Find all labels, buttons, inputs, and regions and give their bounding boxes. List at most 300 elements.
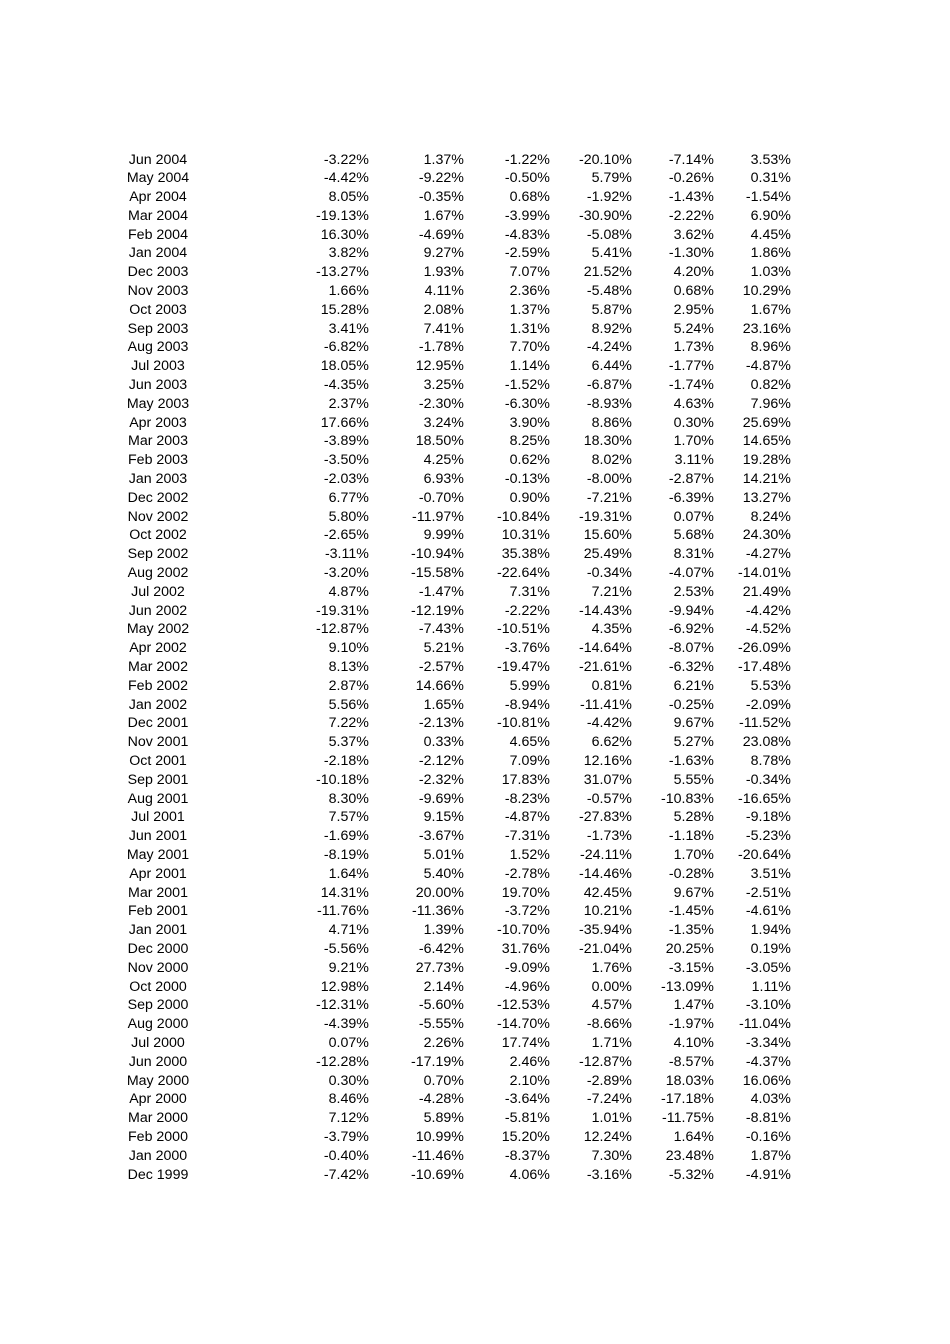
table-row bbox=[0, 169, 791, 188]
value-cell-col-4: 18.30% bbox=[583, 433, 632, 450]
value-cell-col-1: 9.21% bbox=[328, 959, 369, 976]
value-cell-col-3: -2.59% bbox=[504, 245, 550, 262]
value-cell-col-1: 12.98% bbox=[320, 978, 369, 995]
value-cell-col-4: -0.34% bbox=[586, 565, 632, 582]
value-cell-col-3: -19.47% bbox=[497, 659, 550, 676]
value-cell-col-3: 17.74% bbox=[501, 1034, 550, 1051]
row-date: Aug 2000 bbox=[127, 1016, 189, 1033]
value-cell-col-4: 31.07% bbox=[583, 771, 632, 788]
value-cell-col-5: -1.35% bbox=[668, 922, 714, 939]
value-cell-col-2: -2.13% bbox=[418, 715, 464, 732]
table-row bbox=[0, 714, 791, 733]
value-cell-col-1: 5.37% bbox=[328, 734, 369, 751]
value-cell-col-3: -2.22% bbox=[504, 602, 550, 619]
value-cell-col-6: -4.91% bbox=[745, 1166, 791, 1183]
value-cell-col-6: -14.01% bbox=[738, 565, 791, 582]
value-cell-col-3: 0.68% bbox=[509, 189, 550, 206]
value-cell-col-1: -3.89% bbox=[323, 433, 369, 450]
value-cell-col-6: 3.51% bbox=[750, 865, 791, 882]
value-cell-col-6: 1.11% bbox=[751, 978, 791, 995]
value-cell-col-1: 9.10% bbox=[328, 640, 369, 657]
value-cell-col-5: -1.63% bbox=[668, 753, 714, 769]
value-cell-col-4: 6.44% bbox=[591, 358, 632, 375]
value-cell-col-3: 5.99% bbox=[509, 677, 550, 694]
returns-table-body bbox=[0, 151, 791, 1185]
value-cell-col-3: -10.70% bbox=[497, 922, 550, 939]
value-cell-col-3: -3.99% bbox=[504, 207, 550, 224]
value-cell-col-1: -6.82% bbox=[323, 339, 369, 356]
value-cell-col-5: 3.62% bbox=[673, 226, 714, 243]
value-cell-col-4: 1.71% bbox=[591, 1034, 632, 1051]
value-cell-col-5: -1.74% bbox=[668, 377, 714, 394]
value-cell-col-3: -4.83% bbox=[504, 226, 550, 243]
value-cell-col-3: -2.78% bbox=[504, 865, 550, 882]
table-row bbox=[0, 244, 791, 263]
row-date: Apr 2001 bbox=[129, 865, 187, 882]
value-cell-col-1: -2.65% bbox=[323, 527, 369, 544]
value-cell-col-6: 1.87% bbox=[750, 1147, 791, 1164]
value-cell-col-4: -21.61% bbox=[579, 659, 632, 676]
value-cell-col-3: -8.23% bbox=[504, 790, 550, 807]
value-cell-col-2: -3.67% bbox=[418, 828, 464, 845]
value-cell-col-5: 20.25% bbox=[665, 940, 714, 957]
value-cell-col-5: 4.20% bbox=[673, 264, 714, 281]
table-row bbox=[0, 545, 791, 564]
value-cell-col-3: -8.94% bbox=[504, 696, 550, 713]
row-date: Dec 2002 bbox=[127, 489, 189, 506]
value-cell-col-4: -8.00% bbox=[586, 471, 632, 488]
value-cell-col-3: -10.84% bbox=[497, 508, 550, 525]
table-row bbox=[0, 1072, 791, 1091]
value-cell-col-4: -8.93% bbox=[586, 395, 632, 412]
value-cell-col-1: -1.69% bbox=[323, 828, 369, 845]
value-cell-col-5: 0.07% bbox=[673, 508, 714, 525]
value-cell-col-6: 3.53% bbox=[750, 151, 791, 168]
value-cell-col-5: 23.48% bbox=[665, 1147, 714, 1164]
value-cell-col-3: 0.90% bbox=[509, 489, 550, 506]
value-cell-col-5: -1.45% bbox=[668, 903, 714, 920]
row-date: Mar 2001 bbox=[128, 884, 188, 901]
value-cell-col-5: -17.18% bbox=[661, 1091, 714, 1108]
value-cell-col-4: 5.87% bbox=[591, 301, 632, 318]
value-cell-col-3: -5.81% bbox=[504, 1110, 550, 1127]
value-cell-col-1: -3.50% bbox=[323, 452, 369, 469]
value-cell-col-1: -8.19% bbox=[323, 846, 369, 863]
value-cell-col-1: 6.77% bbox=[328, 489, 369, 506]
value-cell-col-5: -0.26% bbox=[668, 170, 714, 187]
value-cell-col-2: -11.46% bbox=[412, 1147, 464, 1164]
value-cell-col-4: -35.94% bbox=[579, 922, 632, 939]
row-date: May 2004 bbox=[126, 170, 190, 187]
value-cell-col-6: -3.34% bbox=[745, 1034, 791, 1051]
table-row bbox=[0, 526, 791, 545]
value-cell-col-2: 0.33% bbox=[423, 734, 464, 751]
value-cell-col-2: 18.50% bbox=[415, 433, 464, 450]
value-cell-col-6: 21.49% bbox=[742, 583, 791, 600]
table-row bbox=[0, 1090, 791, 1109]
row-date: Apr 2000 bbox=[129, 1091, 187, 1108]
value-cell-col-1: -3.22% bbox=[323, 151, 369, 168]
row-date: Mar 2004 bbox=[128, 207, 188, 224]
row-date: Mar 2000 bbox=[128, 1110, 188, 1127]
row-date: Sep 2002 bbox=[127, 546, 189, 563]
row-date: Feb 2003 bbox=[128, 452, 188, 469]
value-cell-col-4: 10.21% bbox=[583, 903, 632, 920]
value-cell-col-6: -4.42% bbox=[745, 602, 791, 619]
value-cell-col-1: 8.30% bbox=[328, 790, 369, 807]
value-cell-col-5: 6.21% bbox=[673, 677, 714, 694]
value-cell-col-3: -4.96% bbox=[504, 978, 550, 995]
row-date: Mar 2002 bbox=[128, 659, 188, 676]
table-row bbox=[0, 677, 791, 696]
value-cell-col-6: -20.64% bbox=[738, 846, 791, 863]
value-cell-col-1: -13.27% bbox=[316, 264, 369, 281]
value-cell-col-5: 0.30% bbox=[673, 414, 714, 431]
value-cell-col-6: 16.06% bbox=[742, 1072, 791, 1089]
value-cell-col-3: 15.20% bbox=[501, 1128, 550, 1145]
value-cell-col-4: -24.11% bbox=[580, 846, 632, 863]
value-cell-col-6: -4.87% bbox=[745, 358, 791, 375]
value-cell-col-6: -4.37% bbox=[745, 1053, 791, 1070]
value-cell-col-5: -3.15% bbox=[668, 959, 714, 976]
value-cell-col-6: -17.48% bbox=[738, 659, 791, 676]
value-cell-col-5: -13.09% bbox=[661, 978, 714, 995]
value-cell-col-2: 0.70% bbox=[423, 1072, 464, 1089]
value-cell-col-5: 5.24% bbox=[673, 320, 714, 337]
value-cell-col-2: -5.55% bbox=[418, 1016, 464, 1033]
value-cell-col-4: 6.62% bbox=[591, 734, 632, 751]
table-row bbox=[0, 508, 791, 527]
value-cell-col-1: 4.71% bbox=[328, 922, 369, 939]
value-cell-col-5: 1.47% bbox=[673, 997, 714, 1014]
value-cell-col-1: -3.79% bbox=[323, 1128, 369, 1145]
table-row bbox=[0, 432, 791, 451]
value-cell-col-4: 5.79% bbox=[591, 170, 632, 187]
value-cell-col-5: 9.67% bbox=[673, 884, 714, 901]
table-row bbox=[0, 188, 791, 207]
value-cell-col-1: -12.28% bbox=[316, 1053, 369, 1070]
value-cell-col-6: -4.52% bbox=[745, 621, 791, 638]
value-cell-col-2: 4.25% bbox=[423, 452, 464, 469]
value-cell-col-6: -11.04% bbox=[739, 1016, 791, 1033]
value-cell-col-5: 1.70% bbox=[673, 433, 714, 450]
value-cell-col-3: -9.09% bbox=[504, 959, 550, 976]
value-cell-col-6: 14.21% bbox=[742, 471, 791, 488]
value-cell-col-3: 2.36% bbox=[509, 283, 550, 300]
value-cell-col-5: -0.28% bbox=[668, 865, 714, 882]
row-date: Jun 2002 bbox=[128, 602, 188, 619]
row-date: Dec 1999 bbox=[127, 1166, 189, 1183]
table-row bbox=[0, 338, 791, 357]
value-cell-col-3: 0.62% bbox=[509, 452, 550, 469]
value-cell-col-3: -12.53% bbox=[497, 997, 550, 1014]
value-cell-col-5: -1.77% bbox=[668, 358, 714, 375]
row-date: Jun 2004 bbox=[128, 151, 188, 168]
value-cell-col-1: 2.87% bbox=[328, 677, 369, 694]
value-cell-col-4: -6.87% bbox=[586, 377, 632, 394]
value-cell-col-2: -0.35% bbox=[418, 189, 464, 206]
value-cell-col-1: 0.30% bbox=[328, 1072, 369, 1089]
value-cell-col-6: 7.96% bbox=[750, 395, 791, 412]
value-cell-col-3: 19.70% bbox=[501, 884, 550, 901]
row-date: Sep 2003 bbox=[127, 320, 189, 337]
value-cell-col-2: 1.37% bbox=[423, 151, 464, 168]
value-cell-col-6: 1.86% bbox=[750, 245, 791, 262]
value-cell-col-5: 1.70% bbox=[673, 846, 714, 863]
value-cell-col-2: 5.21% bbox=[423, 640, 464, 657]
table-row bbox=[0, 771, 791, 790]
value-cell-col-5: -1.18% bbox=[668, 828, 714, 845]
value-cell-col-2: 5.40% bbox=[423, 865, 464, 882]
value-cell-col-4: -12.87% bbox=[579, 1053, 632, 1070]
table-row bbox=[0, 395, 791, 414]
table-row bbox=[0, 1034, 791, 1053]
value-cell-col-2: 7.41% bbox=[423, 320, 464, 337]
row-date: Nov 2003 bbox=[127, 283, 189, 300]
value-cell-col-6: -4.27% bbox=[745, 546, 791, 563]
value-cell-col-5: 2.95% bbox=[673, 301, 714, 318]
value-cell-col-2: -6.42% bbox=[418, 940, 464, 957]
row-date: May 2000 bbox=[126, 1072, 190, 1089]
table-row bbox=[0, 207, 791, 226]
value-cell-col-2: -9.69% bbox=[418, 790, 464, 807]
value-cell-col-5: -9.94% bbox=[668, 602, 714, 619]
value-cell-col-4: -5.08% bbox=[586, 226, 632, 243]
value-cell-col-1: 16.30% bbox=[320, 226, 369, 243]
value-cell-col-2: 2.08% bbox=[423, 301, 464, 318]
value-cell-col-3: 7.70% bbox=[509, 339, 550, 356]
value-cell-col-1: 5.80% bbox=[328, 508, 369, 525]
value-cell-col-2: -4.28% bbox=[418, 1091, 464, 1108]
value-cell-col-1: 14.31% bbox=[320, 884, 369, 901]
value-cell-col-2: 1.67% bbox=[423, 207, 464, 224]
value-cell-col-4: 4.35% bbox=[591, 621, 632, 638]
value-cell-col-6: 8.24% bbox=[750, 508, 791, 525]
row-date: Oct 2003 bbox=[129, 301, 187, 318]
value-cell-col-1: 3.82% bbox=[328, 245, 369, 262]
value-cell-col-4: 21.52% bbox=[583, 264, 632, 281]
value-cell-col-3: -14.70% bbox=[497, 1016, 550, 1033]
value-cell-col-4: -14.43% bbox=[579, 602, 632, 619]
value-cell-col-5: -1.43% bbox=[668, 189, 714, 206]
value-cell-col-6: -2.09% bbox=[745, 696, 791, 713]
table-row bbox=[0, 301, 791, 320]
row-date: Aug 2001 bbox=[127, 790, 189, 807]
value-cell-col-6: 0.82% bbox=[750, 377, 791, 394]
table-row bbox=[0, 583, 791, 602]
value-cell-col-1: 18.05% bbox=[320, 358, 369, 375]
row-date: Jul 2003 bbox=[131, 358, 185, 375]
value-cell-col-6: 4.03% bbox=[750, 1091, 791, 1108]
value-cell-col-1: 2.37% bbox=[328, 395, 369, 412]
value-cell-col-2: 3.25% bbox=[423, 377, 464, 394]
value-cell-col-6: -0.16% bbox=[745, 1128, 791, 1145]
value-cell-col-6: 1.03% bbox=[750, 264, 791, 281]
row-date: Jul 2000 bbox=[131, 1034, 185, 1051]
value-cell-col-3: 1.31% bbox=[509, 320, 550, 337]
value-cell-col-6: 0.31% bbox=[750, 170, 791, 187]
table-row bbox=[0, 808, 791, 827]
row-date: Jun 2001 bbox=[128, 828, 188, 845]
value-cell-col-3: 7.09% bbox=[509, 753, 550, 769]
value-cell-col-2: 1.65% bbox=[423, 696, 464, 713]
value-cell-col-5: 4.10% bbox=[673, 1034, 714, 1051]
value-cell-col-3: 1.52% bbox=[509, 846, 550, 863]
value-cell-col-4: -1.73% bbox=[586, 828, 632, 845]
value-cell-col-4: -7.21% bbox=[586, 489, 632, 506]
table-row bbox=[0, 639, 791, 658]
value-cell-col-2: -11.36% bbox=[412, 903, 464, 920]
value-cell-col-4: -27.83% bbox=[579, 809, 632, 826]
value-cell-col-4: -2.89% bbox=[586, 1072, 632, 1089]
value-cell-col-4: 42.45% bbox=[583, 884, 632, 901]
value-cell-col-4: -0.57% bbox=[586, 790, 632, 807]
table-row bbox=[0, 827, 791, 846]
value-cell-col-2: -2.12% bbox=[418, 753, 464, 769]
value-cell-col-1: -10.18% bbox=[316, 771, 369, 788]
row-date: Jun 2000 bbox=[128, 1053, 188, 1070]
value-cell-col-4: 1.76% bbox=[591, 959, 632, 976]
table-row bbox=[0, 1166, 791, 1185]
value-cell-col-2: 5.89% bbox=[423, 1110, 464, 1127]
table-row bbox=[0, 846, 791, 865]
table-row bbox=[0, 996, 791, 1015]
value-cell-col-5: -10.83% bbox=[661, 790, 714, 807]
value-cell-col-1: 8.13% bbox=[328, 659, 369, 676]
value-cell-col-5: -4.07% bbox=[668, 565, 714, 582]
value-cell-col-6: 1.94% bbox=[750, 922, 791, 939]
row-date: Feb 2000 bbox=[128, 1128, 188, 1145]
value-cell-col-1: 7.12% bbox=[328, 1110, 369, 1127]
table-row bbox=[0, 790, 791, 809]
row-date: Mar 2003 bbox=[128, 433, 188, 450]
value-cell-col-6: 0.19% bbox=[750, 940, 791, 957]
row-date: Dec 2003 bbox=[127, 264, 189, 281]
value-cell-col-2: 1.39% bbox=[423, 922, 464, 939]
value-cell-col-5: -11.75% bbox=[662, 1110, 714, 1127]
value-cell-col-3: -3.64% bbox=[504, 1091, 550, 1108]
value-cell-col-4: 0.81% bbox=[591, 677, 632, 694]
value-cell-col-1: -4.42% bbox=[323, 170, 369, 187]
value-cell-col-6: 14.65% bbox=[742, 433, 791, 450]
row-date: Jul 2002 bbox=[131, 583, 185, 600]
table-row bbox=[0, 733, 791, 752]
value-cell-col-1: -19.31% bbox=[316, 602, 369, 619]
value-cell-col-5: -8.57% bbox=[668, 1053, 714, 1070]
table-row bbox=[0, 921, 791, 940]
value-cell-col-6: 23.16% bbox=[742, 320, 791, 337]
value-cell-col-5: -0.25% bbox=[668, 696, 714, 713]
row-date: Jan 2000 bbox=[128, 1147, 188, 1164]
table-row bbox=[0, 959, 791, 978]
table-row bbox=[0, 1128, 791, 1147]
table-row bbox=[0, 451, 791, 470]
value-cell-col-1: -3.11% bbox=[324, 546, 369, 563]
value-cell-col-6: -16.65% bbox=[738, 790, 791, 807]
value-cell-col-5: -6.39% bbox=[668, 489, 714, 506]
value-cell-col-5: 8.31% bbox=[673, 546, 714, 563]
row-date: Apr 2004 bbox=[129, 189, 187, 206]
value-cell-col-4: 15.60% bbox=[583, 527, 632, 544]
value-cell-col-2: -9.22% bbox=[418, 170, 464, 187]
table-row bbox=[0, 489, 791, 508]
value-cell-col-2: -10.94% bbox=[411, 546, 464, 563]
value-cell-col-1: -7.42% bbox=[323, 1166, 369, 1183]
value-cell-col-4: -30.90% bbox=[579, 207, 632, 224]
value-cell-col-1: 5.56% bbox=[328, 696, 369, 713]
row-date: Dec 2000 bbox=[127, 940, 189, 957]
value-cell-col-3: 35.38% bbox=[501, 546, 550, 563]
value-cell-col-3: -3.76% bbox=[504, 640, 550, 657]
row-date: Apr 2003 bbox=[129, 414, 187, 431]
table-row bbox=[0, 978, 791, 997]
value-cell-col-3: -0.50% bbox=[504, 170, 550, 187]
value-cell-col-3: -7.31% bbox=[504, 828, 550, 845]
value-cell-col-2: 2.26% bbox=[423, 1034, 464, 1051]
value-cell-col-4: -19.31% bbox=[579, 508, 632, 525]
value-cell-col-5: -2.22% bbox=[668, 207, 714, 224]
value-cell-col-3: -0.13% bbox=[504, 471, 550, 488]
value-cell-col-3: 2.10% bbox=[509, 1072, 550, 1089]
value-cell-col-6: -3.10% bbox=[745, 997, 791, 1014]
value-cell-col-6: 23.08% bbox=[742, 734, 791, 751]
value-cell-col-5: -7.14% bbox=[668, 151, 714, 168]
table-row bbox=[0, 902, 791, 921]
value-cell-col-1: 17.66% bbox=[320, 414, 369, 431]
value-cell-col-1: -4.35% bbox=[323, 377, 369, 394]
value-cell-col-5: 5.55% bbox=[673, 771, 714, 788]
table-row bbox=[0, 940, 791, 959]
row-date: Jan 2003 bbox=[128, 471, 188, 488]
value-cell-col-1: -19.13% bbox=[316, 207, 369, 224]
value-cell-col-3: 7.31% bbox=[509, 583, 550, 600]
value-cell-col-3: -3.72% bbox=[504, 903, 550, 920]
value-cell-col-3: 2.46% bbox=[509, 1053, 550, 1070]
table-row bbox=[0, 282, 791, 301]
value-cell-col-3: -22.64% bbox=[497, 565, 550, 582]
value-cell-col-4: 1.01% bbox=[591, 1110, 632, 1127]
value-cell-col-2: 14.66% bbox=[415, 677, 464, 694]
table-row bbox=[0, 320, 791, 339]
value-cell-col-1: -11.76% bbox=[317, 903, 369, 920]
value-cell-col-2: -1.78% bbox=[418, 339, 464, 356]
value-cell-col-2: 12.95% bbox=[415, 358, 464, 375]
returns-table bbox=[0, 151, 791, 1185]
value-cell-col-3: -10.51% bbox=[497, 621, 550, 638]
value-cell-col-4: 4.57% bbox=[591, 997, 632, 1014]
row-date: Feb 2004 bbox=[128, 226, 188, 243]
value-cell-col-4: 7.30% bbox=[591, 1147, 632, 1164]
value-cell-col-3: -10.81% bbox=[497, 715, 550, 732]
value-cell-col-2: 6.93% bbox=[423, 471, 464, 488]
value-cell-col-3: 1.37% bbox=[509, 301, 550, 318]
value-cell-col-5: 1.64% bbox=[673, 1128, 714, 1145]
row-date: Nov 2001 bbox=[127, 734, 189, 751]
value-cell-col-5: 5.27% bbox=[673, 734, 714, 751]
value-cell-col-5: 18.03% bbox=[665, 1072, 714, 1089]
value-cell-col-2: 20.00% bbox=[415, 884, 464, 901]
row-date: May 2003 bbox=[126, 395, 190, 412]
value-cell-col-6: 5.53% bbox=[750, 677, 791, 694]
value-cell-col-1: 1.66% bbox=[328, 283, 369, 300]
row-date: Jan 2004 bbox=[128, 245, 188, 262]
value-cell-col-3: 4.65% bbox=[509, 734, 550, 751]
value-cell-col-3: 4.06% bbox=[509, 1166, 550, 1183]
row-date: Nov 2002 bbox=[127, 508, 189, 525]
value-cell-col-4: -4.24% bbox=[586, 339, 632, 356]
row-date: Jun 2003 bbox=[128, 377, 188, 394]
value-cell-col-2: 9.27% bbox=[423, 245, 464, 262]
